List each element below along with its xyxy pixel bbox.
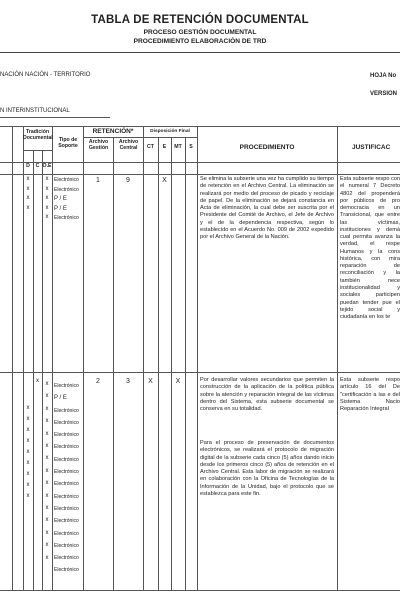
row1-archivo-gestion: 1 xyxy=(96,177,100,184)
table-bottom-border xyxy=(0,590,400,591)
soporte-item: Electrónico xyxy=(54,530,79,537)
mark-x: x xyxy=(36,378,39,384)
row2-justificacion: Esta subserie respo artículo 16 del De "certificación a las e del Sistema Nacio Reparación Integral xyxy=(340,377,400,413)
e-header: E xyxy=(162,144,167,150)
row1-tradicion-oe-marks xyxy=(42,175,52,223)
soporte-item: Electrónico xyxy=(54,407,79,414)
soporte-item: Electrónico xyxy=(54,215,79,222)
tradicion-d-header: D xyxy=(26,163,30,169)
col-line xyxy=(171,137,172,590)
row2-tradicion-c-marks xyxy=(33,378,42,384)
soporte-item: Electrónico xyxy=(54,432,79,439)
soporte-item: Electrónico xyxy=(54,419,79,426)
mark-x: x xyxy=(26,204,30,211)
retencion-split xyxy=(83,137,143,138)
row2-archivo-gestion: 2 xyxy=(96,378,100,385)
version-label: VERSION xyxy=(370,91,398,97)
table-header-bottom xyxy=(0,162,400,163)
table-subheader-bottom xyxy=(0,174,400,175)
row2-procedimiento-1: Por desarrollar valores secundarios que permiten la construcción de la aplicación de la política pública sobre la atención y reparación integral de las víctimas dentro del Sistema, esta subserie documental se conserva en su totalidad. xyxy=(200,377,334,413)
soporte-item: Electrónico xyxy=(54,444,79,451)
mt-header: MT xyxy=(174,144,182,150)
soporte-item: P / E xyxy=(54,205,67,212)
mark-x: x xyxy=(45,455,49,462)
mark-x: x xyxy=(45,467,49,474)
entity-name: NACIÓN NACIÓN - TERRITORIO xyxy=(0,72,91,78)
mark-x: x xyxy=(26,493,30,499)
mark-x: x xyxy=(45,443,49,450)
mark-x: x xyxy=(45,214,49,221)
process-subtitle: PROCESO GESTIÓN DOCUMENTAL xyxy=(143,29,257,36)
col-line xyxy=(197,126,198,590)
mark-x: x xyxy=(45,529,49,536)
col-line xyxy=(12,126,13,590)
soporte-header: Tipo de Soporte xyxy=(58,137,78,149)
soporte-item: P / E xyxy=(54,196,67,203)
disposicion-header: Disposición Final xyxy=(150,129,190,134)
col-line xyxy=(143,126,144,590)
soporte-item: Electrónico xyxy=(54,542,79,549)
mark-x: x xyxy=(26,460,30,466)
mark-x: x xyxy=(45,195,49,202)
document-title: TABLA DE RETENCIÓN DOCUMENTAL xyxy=(91,14,309,26)
col-line xyxy=(185,137,186,590)
col-line xyxy=(33,150,34,590)
soporte-item: Electrónico xyxy=(54,518,79,525)
archivo-central-header: Archivo Central xyxy=(118,139,139,151)
tradicion-split xyxy=(23,150,52,151)
soporte-item: Electrónico xyxy=(54,481,79,488)
mark-x: x xyxy=(45,505,49,512)
mark-x: x xyxy=(26,438,30,444)
soporte-item: Electrónico xyxy=(54,383,79,389)
mark-x: x xyxy=(45,418,49,425)
mark-x: x xyxy=(26,185,30,192)
justificacion-header: JUSTIFICAC xyxy=(352,144,391,151)
row1-archivo-central: 9 xyxy=(126,177,130,184)
soporte-item: Electrónico xyxy=(54,456,79,463)
mark-x: x xyxy=(26,405,30,411)
disposicion-split xyxy=(143,137,197,138)
col-line xyxy=(113,137,114,590)
mark-x: x xyxy=(45,204,49,211)
row1-procedimiento: Se elimina la subserie una vez ha cumplido su tiempo de retención en el Archivo Central. La eliminación se realizará por medio del proceso de picado y reciclaje de papel. De la eliminación se dejará constancia en Acta de eliminación, la cual debe ser suscrita por el Presidente del Comité de Archivo, el Jefe de Archivo y el de la dependencia respectiva, según lo establecido en el Acuerdo No. 009 de 2002 expedido por el Archivo General de la Nación. xyxy=(200,176,334,241)
office-underline xyxy=(0,117,110,118)
ct-header: CT xyxy=(147,144,154,150)
mark-x: x xyxy=(45,430,49,437)
mark-x: x xyxy=(45,381,49,387)
row2-procedimiento-2: Para el proceso de preservación de documentos electrónicos, se realizará el protocolo de migración digital de la subserie cada cinco (5) años dando inicio desde los primeros cinco (5) años de retención en el Archivo Central. Esta labor de migración se realizará en colaboración con la Oficina de Tecnologías de la Información de la Unidad, bajo el protocolo que se establezca para este fin. xyxy=(200,440,334,497)
row2-tradicion-d-marks xyxy=(23,403,33,502)
mark-x: x xyxy=(45,517,49,524)
mark-x: x xyxy=(45,405,49,412)
soporte-item: Electrónico xyxy=(54,177,79,183)
row1-justificacion: Esta subserie respo con el numeral 7 Decreto 4802 del propenderá por públicos de pro democracia en un Transicional, que entre las víctimas, instituciones y demá cual permita avanza la verdad, el respe Humanos y la cons histórica, con mira reparación de reconciliación y la también nece institucionalidad y sociales participen puedan tender pue el tejido social y ciudadanía en los te xyxy=(340,176,400,321)
row2-archivo-central: 3 xyxy=(126,378,130,385)
soporte-item: Electrónico xyxy=(54,469,79,476)
mark-x: x xyxy=(26,471,30,477)
col-line xyxy=(158,137,159,590)
soporte-item: Electrónico xyxy=(54,186,79,193)
archivo-gestion-header: Archivo Gestión xyxy=(88,139,109,151)
tradicion-oe-header: O.E xyxy=(42,163,52,169)
row2-mt: X xyxy=(175,378,181,385)
row2-soporte-list xyxy=(54,380,83,577)
mark-x: x xyxy=(45,185,49,192)
office-name: N INTERINSTITUCIONAL xyxy=(0,108,70,114)
row1-tradicion-d-marks xyxy=(23,175,33,213)
col-line xyxy=(83,126,84,590)
mark-x: x xyxy=(45,554,49,561)
mark-x: x xyxy=(26,449,30,455)
soporte-item: Electrónico xyxy=(54,505,79,512)
mark-x: x xyxy=(26,416,30,422)
mark-x: x xyxy=(26,427,30,433)
s-header: S xyxy=(189,144,193,150)
mark-x: x xyxy=(45,176,49,182)
procedimiento-header: PROCEDIMIENTO xyxy=(239,144,295,151)
soporte-item: Electrónico xyxy=(54,493,79,500)
row-divider xyxy=(0,372,400,373)
retencion-header: RETENCIÓN* xyxy=(92,128,134,135)
mark-x: x xyxy=(26,176,30,182)
row1-e: X xyxy=(162,177,167,184)
row2-tradicion-oe-marks xyxy=(42,378,52,564)
soporte-item: Electrónico xyxy=(54,567,79,574)
col-line xyxy=(52,126,53,590)
header-divider xyxy=(0,52,400,53)
table-top-border xyxy=(0,126,400,127)
soporte-item: Electrónico xyxy=(54,555,79,562)
procedure-subtitle: PROCEDIMIENTO ELABORACIÓN DE TRD xyxy=(133,38,267,45)
mark-x: x xyxy=(26,195,30,202)
mark-x: x xyxy=(45,393,49,400)
row2-ct: X xyxy=(148,378,153,385)
mark-x: x xyxy=(45,492,49,499)
row1-soporte-list xyxy=(54,176,83,224)
mark-x: x xyxy=(26,482,30,488)
col-line xyxy=(337,126,338,590)
mark-x: x xyxy=(45,542,49,549)
sheet-number-label: HOJA No xyxy=(370,73,397,79)
soporte-item: P / E xyxy=(54,395,67,402)
tradicion-c-header: C xyxy=(35,163,40,169)
tradicion-header: Tradición Documental xyxy=(23,129,53,141)
mark-x: x xyxy=(45,480,49,487)
